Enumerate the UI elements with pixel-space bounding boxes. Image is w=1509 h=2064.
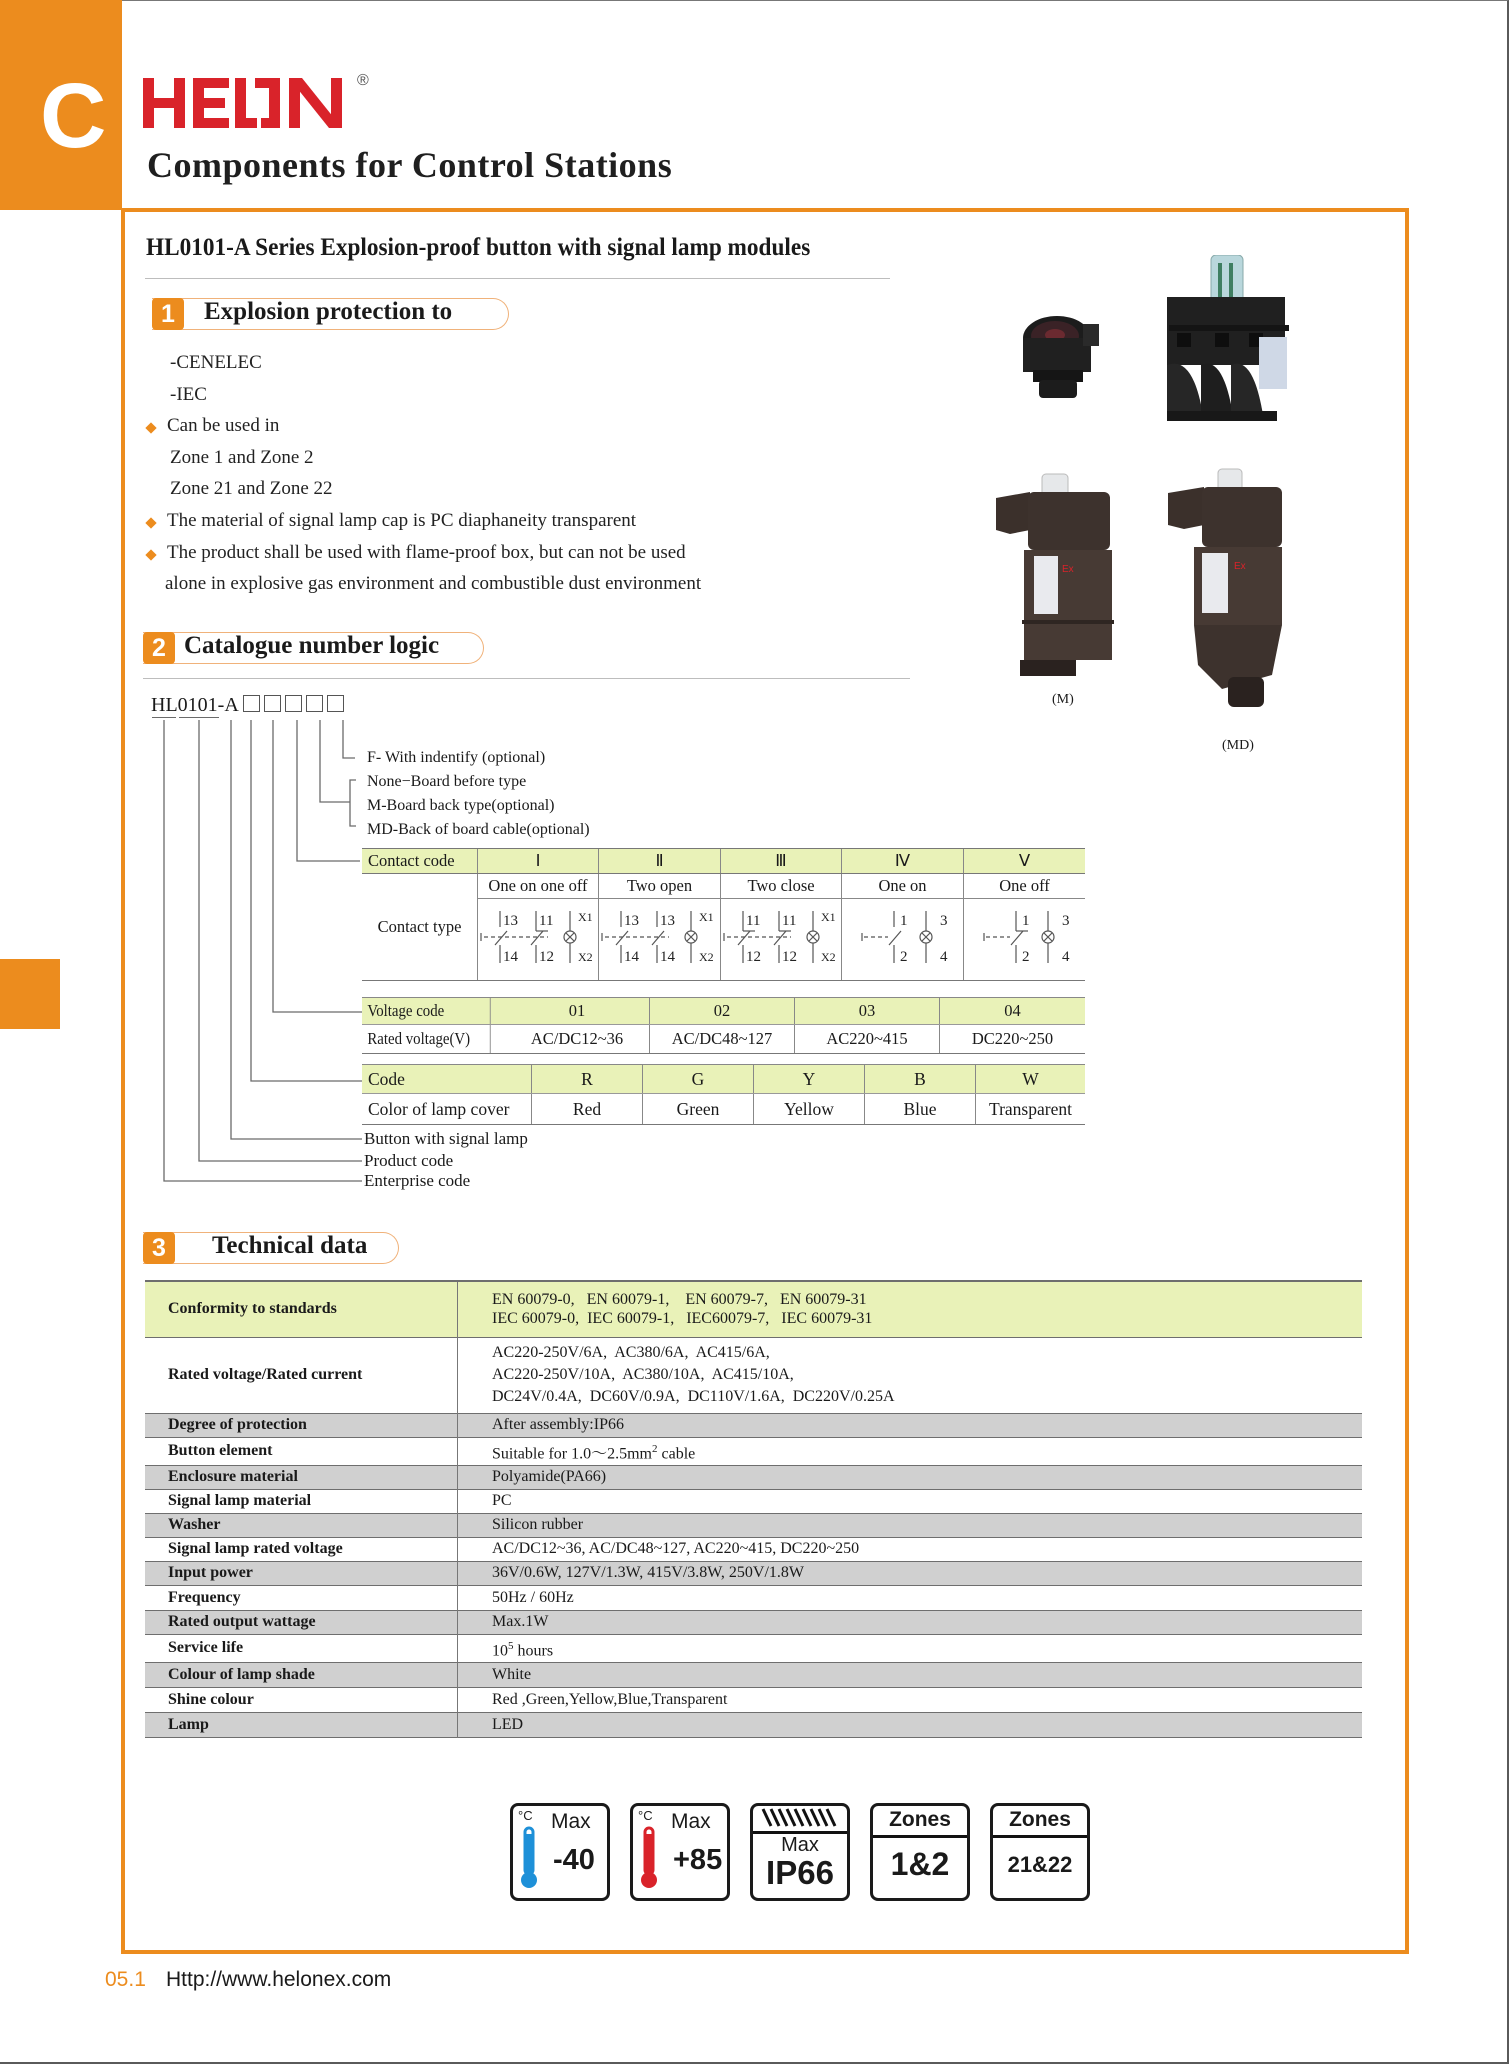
- tech-value-line: White: [492, 1666, 532, 1684]
- tech-value-line: 50Hz / 60Hz: [492, 1588, 574, 1606]
- rated-voltage-1: AC/DC12~36: [505, 1025, 650, 1053]
- section-3-title: Technical data: [212, 1232, 368, 1259]
- contact-type-name: One on one off: [478, 874, 598, 899]
- tech-value: [458, 1537, 1363, 1561]
- tech-value-line: IEC 60079-0, IEC 60079-1, IEC60079-7, IEC 60079-31: [492, 1310, 873, 1328]
- color-code-y: Y: [754, 1065, 865, 1093]
- voltage-code-2: 02: [650, 998, 795, 1024]
- tech-value-line: Suitable for 1.0～2.5mm: [492, 1444, 652, 1462]
- svg-text:12: 12: [782, 949, 797, 965]
- icon-value: 21&22: [1007, 1852, 1073, 1877]
- dust-zones-icon: [990, 1803, 1090, 1901]
- section-1-title: Explosion protection to: [204, 298, 453, 325]
- tech-row: [145, 1513, 1362, 1537]
- svg-text:X1: X1: [699, 910, 714, 924]
- page-number: 05.1: [105, 1968, 146, 1991]
- svg-text:12: 12: [746, 949, 761, 965]
- section-2-title: Catalogue number logic: [184, 632, 440, 659]
- tech-row: [145, 1489, 1362, 1513]
- svg-text:4: 4: [940, 949, 948, 965]
- contact-type-cells: [478, 874, 1085, 980]
- tech-value: [458, 1713, 1363, 1738]
- voltage-code-label: Voltage code: [362, 998, 491, 1024]
- code-slot-4: [306, 695, 323, 712]
- contact-table: [362, 848, 1085, 981]
- rated-voltage-4: DC220~250: [971, 1029, 1054, 1048]
- lamp-cover-green: Green: [643, 1094, 754, 1124]
- svg-text:1: 1: [1022, 913, 1030, 929]
- product-title: HL0101-A Series Explosion-proof button with signal lamp modules: [146, 234, 811, 261]
- tech-key: Shine colour: [145, 1688, 458, 1713]
- tech-row: [145, 1663, 1362, 1688]
- contact-type-cell: [964, 874, 1085, 980]
- svg-text:X2: X2: [699, 950, 714, 964]
- tech-value: [458, 1513, 1363, 1537]
- svg-text:3: 3: [940, 913, 948, 929]
- tech-value-line: After assembly:IP66: [492, 1416, 624, 1433]
- brand-logo: [143, 78, 351, 133]
- tech-value-line: 10: [492, 1642, 508, 1660]
- svg-text:13: 13: [503, 913, 518, 929]
- voltage-code-3: 03: [795, 998, 940, 1024]
- tech-value: [458, 1561, 1363, 1585]
- max-temperature-icon: [630, 1803, 730, 1901]
- tech-value: [458, 1281, 1363, 1337]
- contact-diagram-icon: [842, 905, 962, 985]
- tech-row: [145, 1688, 1362, 1713]
- tech-value-line: AC220-250V/6A, AC380/6A, AC415/6A,: [492, 1344, 770, 1361]
- tech-key: Rated voltage/Rated current: [145, 1337, 458, 1413]
- tech-row: [145, 1537, 1362, 1561]
- contact-type-cell: [721, 874, 842, 980]
- contact-type-name: Two open: [599, 874, 720, 899]
- color-code-w: W: [1022, 1069, 1039, 1089]
- contact-type-cell: [842, 874, 964, 980]
- lamp-cover-blue: Blue: [865, 1094, 976, 1124]
- icon-value: -40: [553, 1844, 595, 1876]
- tech-row: [145, 1585, 1362, 1610]
- svg-text:13: 13: [624, 913, 639, 929]
- icon-label: Zones: [1009, 1808, 1071, 1831]
- svg-text:Ex: Ex: [1234, 561, 1246, 572]
- tech-key: Signal lamp material: [145, 1489, 458, 1513]
- degree-unit: °C: [638, 1808, 653, 1823]
- svg-text:14: 14: [660, 949, 675, 965]
- tech-key: Enclosure material: [145, 1465, 458, 1489]
- image-label-md: (MD): [1222, 738, 1254, 753]
- tech-value-line: 36V/0.6W, 127V/1.3W, 415V/3.8W, 250V/1.8W: [492, 1564, 804, 1582]
- tech-key: Colour of lamp shade: [145, 1663, 458, 1688]
- tech-value-line: AC/DC12~36, AC/DC48~127, AC220~415, DC220~250: [492, 1540, 860, 1558]
- tech-value: [458, 1610, 1363, 1634]
- tech-value: [458, 1663, 1363, 1688]
- contact-type-cell: [599, 874, 721, 980]
- icon-value: +85: [673, 1844, 723, 1876]
- color-code-label: Code: [362, 1065, 532, 1093]
- side-tab: [0, 959, 60, 1029]
- tech-value-line: Red ,Green,Yellow,Blue,Transparent: [492, 1691, 728, 1709]
- rated-voltage-3: AC220~415: [795, 1025, 940, 1053]
- lamp-cover-transparent: Transparent: [989, 1099, 1072, 1119]
- voltage-code-1: 01: [505, 998, 650, 1024]
- contact-diagram-icon: [599, 905, 719, 985]
- section-1-number: 1: [152, 298, 184, 330]
- tech-key: Signal lamp rated voltage: [145, 1537, 458, 1561]
- chapter-letter: C: [40, 65, 107, 167]
- tech-value: [458, 1688, 1363, 1713]
- icon-value: IP66: [766, 1854, 834, 1891]
- option-md: MD-Back of board cable(optional): [367, 821, 590, 838]
- image-label-m: (M): [1052, 692, 1074, 707]
- tech-row: [145, 1337, 1362, 1413]
- tech-value: [458, 1413, 1363, 1437]
- section-1-line: Can be used in: [167, 415, 280, 437]
- tech-key: Lamp: [145, 1713, 458, 1738]
- contact-diagram-icon: [721, 905, 840, 985]
- registered-mark: ®: [357, 72, 369, 89]
- code-slot-5: [327, 695, 344, 712]
- legend-enterprise-code: Enterprise code: [364, 1171, 471, 1190]
- svg-text:2: 2: [1022, 949, 1030, 965]
- thermometer-icon: [519, 1826, 539, 1897]
- rated-voltage-2: AC/DC48~127: [650, 1025, 795, 1053]
- section-3-number: 3: [143, 1232, 175, 1264]
- tech-value: [458, 1337, 1363, 1413]
- section-1-line: Zone 1 and Zone 2: [170, 446, 314, 468]
- color-code-g: G: [643, 1065, 754, 1093]
- color-code-table: [362, 1064, 1085, 1125]
- code-slot-3: [285, 695, 302, 712]
- contact-type-name: One off: [964, 874, 1085, 899]
- tech-value-line: Polyamide(PA66): [492, 1468, 607, 1486]
- tech-value-line: LED: [492, 1716, 524, 1734]
- svg-text:Ex: Ex: [1062, 564, 1074, 575]
- tech-value-line: PC: [492, 1492, 512, 1510]
- rated-voltage-label: Rated voltage(V): [362, 1025, 491, 1053]
- tech-value: [458, 1489, 1363, 1513]
- lamp-cover-label: Color of lamp cover: [362, 1094, 532, 1124]
- catalogue-code: [151, 694, 344, 717]
- contact-type-name: Two close: [721, 874, 841, 899]
- section-1-line: Zone 21 and Zone 22: [170, 478, 333, 500]
- svg-text:12: 12: [539, 949, 554, 965]
- svg-text:11: 11: [539, 913, 554, 929]
- svg-text:14: 14: [503, 949, 518, 965]
- technical-data-table: [145, 1280, 1362, 1738]
- icon-value: 1&2: [890, 1846, 950, 1882]
- contact-code-5: Ⅴ: [1018, 851, 1031, 870]
- tech-row: [145, 1437, 1362, 1465]
- tech-value-suffix: cable: [657, 1444, 696, 1462]
- icon-label: Max: [551, 1810, 591, 1833]
- tech-key: Conformity to standards: [145, 1281, 458, 1337]
- code-slot-1: [243, 695, 260, 712]
- icon-label: Max: [781, 1834, 819, 1856]
- option-m: M-Board back type(optional): [367, 797, 555, 814]
- section-1-line: alone in explosive gas environment and combustible dust environment: [165, 573, 702, 595]
- tech-value-line: EN 60079-0, EN 60079-1, EN 60079-7, EN 60079-31: [492, 1291, 867, 1309]
- gas-zones-icon: [870, 1803, 970, 1901]
- icon-divider: [993, 1835, 1087, 1838]
- tech-table: [145, 1280, 1362, 1738]
- option-f: F- With indentify (optional): [367, 749, 546, 766]
- section-1-line: -CENELEC: [170, 352, 262, 373]
- contact-code-3: Ⅲ: [721, 849, 842, 873]
- module-m-image: [990, 470, 1120, 685]
- tech-key: Degree of protection: [145, 1413, 458, 1437]
- section-1-line: The product shall be used with flame-proof box, but can not be used: [167, 541, 686, 563]
- contact-code-label: Contact code: [362, 849, 478, 873]
- svg-text:X1: X1: [578, 910, 593, 924]
- lamp-cover-yellow: Yellow: [754, 1094, 865, 1124]
- lamp-cover-red: Red: [532, 1094, 643, 1124]
- contact-diagram-icon: [964, 905, 1083, 985]
- contact-type-cell: [478, 874, 599, 980]
- icon-divider: [873, 1835, 967, 1838]
- tech-key: Washer: [145, 1513, 458, 1537]
- tech-value: [458, 1437, 1363, 1465]
- contact-type-label: Contact type: [362, 874, 478, 980]
- tech-value-line: Max.1W: [492, 1613, 549, 1631]
- svg-text:X1: X1: [821, 910, 836, 924]
- contact-code-2: Ⅱ: [599, 849, 721, 873]
- tech-value-line: DC24V/0.4A, DC60V/0.9A, DC110V/1.6A, DC220V/0.25A: [492, 1388, 895, 1405]
- contact-code-1: Ⅰ: [478, 849, 599, 873]
- thermometer-icon: [639, 1826, 659, 1897]
- tech-value: [458, 1585, 1363, 1610]
- page-title: Components for Control Stations: [147, 145, 673, 185]
- svg-text:3: 3: [1062, 913, 1070, 929]
- color-code-b: B: [865, 1065, 976, 1093]
- tech-key: Service life: [145, 1634, 458, 1662]
- tech-key: Button element: [145, 1437, 458, 1465]
- legend-product-code: Product code: [364, 1151, 454, 1170]
- svg-text:4: 4: [1062, 949, 1070, 965]
- contact-code-4: Ⅳ: [842, 849, 964, 873]
- tech-row: [145, 1634, 1362, 1662]
- tech-value-superscript: 2: [652, 1442, 658, 1455]
- code-slot-2: [264, 695, 281, 712]
- tech-key: Frequency: [145, 1585, 458, 1610]
- section-1-line: The material of signal lamp cap is PC diaphaneity transparent: [167, 510, 637, 531]
- option-none: None−Board before type: [367, 773, 527, 790]
- voltage-code-4: 04: [1004, 1001, 1021, 1020]
- icon-label: Max: [671, 1810, 711, 1833]
- tech-key: Input power: [145, 1561, 458, 1585]
- svg-text:1: 1: [900, 913, 908, 929]
- module-md-image: [1162, 465, 1292, 730]
- icon-label: Zones: [889, 1808, 951, 1831]
- tech-row: [145, 1561, 1362, 1585]
- tech-row: [145, 1713, 1362, 1738]
- svg-text:13: 13: [660, 913, 675, 929]
- contact-type-name: One on: [842, 874, 963, 899]
- tech-value-line: AC220-250V/10A, AC380/10A, AC415/10A,: [492, 1366, 794, 1383]
- tech-value-superscript: 5: [508, 1639, 514, 1652]
- color-code-r: R: [532, 1065, 643, 1093]
- svg-text:X2: X2: [578, 950, 593, 964]
- contact-block-image: [1163, 255, 1293, 430]
- tech-row: [145, 1413, 1362, 1437]
- svg-text:X2: X2: [821, 950, 836, 964]
- section-2-divider: [143, 678, 910, 679]
- min-temperature-icon: [510, 1803, 610, 1901]
- tech-row: [145, 1465, 1362, 1489]
- catalogue-tree-lines: [150, 718, 365, 1188]
- degree-unit: °C: [518, 1808, 533, 1823]
- tech-value: [458, 1465, 1363, 1489]
- tech-value: [458, 1634, 1363, 1662]
- tech-row: [145, 1281, 1362, 1337]
- svg-text:11: 11: [746, 913, 761, 929]
- svg-text:14: 14: [624, 949, 639, 965]
- feature-icons: [510, 1803, 1090, 1901]
- legend-button-with-lamp: Button with signal lamp: [364, 1129, 528, 1148]
- ingress-protection-icon: [750, 1803, 850, 1901]
- svg-text:11: 11: [782, 913, 797, 929]
- section-2-number: 2: [143, 632, 175, 664]
- tech-value-suffix: hours: [513, 1642, 554, 1660]
- contact-diagram-icon: [478, 905, 597, 985]
- title-divider: [145, 278, 890, 279]
- voltage-table: [362, 997, 1085, 1054]
- tech-key: Rated output wattage: [145, 1610, 458, 1634]
- website-link[interactable]: Http://www.helonex.com: [166, 1968, 392, 1991]
- svg-text:2: 2: [900, 949, 908, 965]
- tech-row: [145, 1610, 1362, 1634]
- catalogue-prefix: HL0101-A: [151, 694, 239, 716]
- tech-value-line: Silicon rubber: [492, 1516, 584, 1534]
- section-1-line: -IEC: [170, 383, 207, 405]
- button-head-image: [1015, 310, 1105, 415]
